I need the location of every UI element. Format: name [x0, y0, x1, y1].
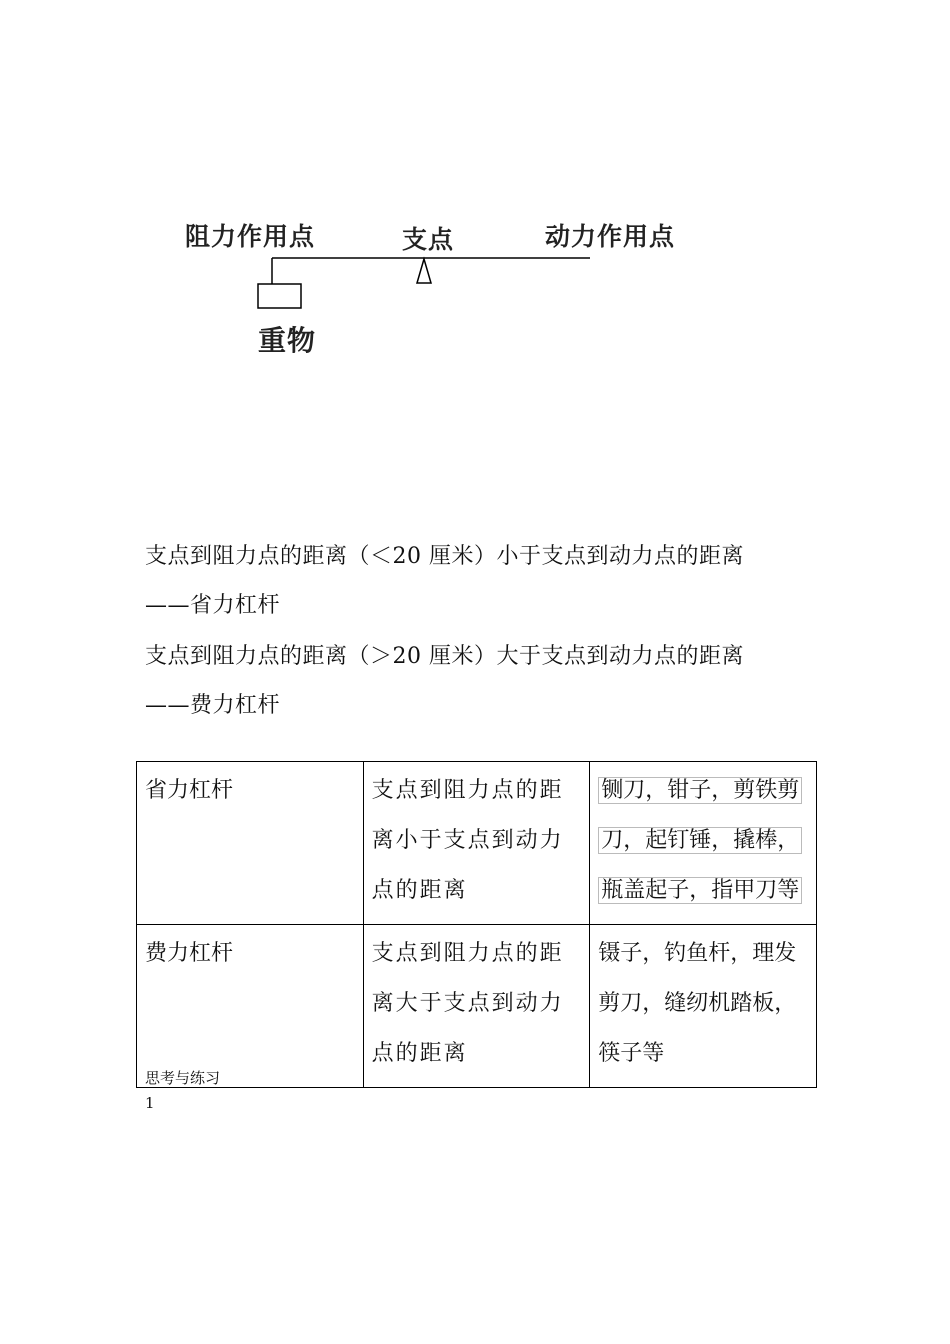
lever-diagram: [0, 0, 950, 380]
example-line: 刀，起钉锤，撬棒，: [598, 827, 802, 854]
description-cell: 支点到阻力点的距离大于支点到动力点的距离: [363, 925, 590, 1088]
lever-type-cell: 省力杠杆: [137, 762, 364, 925]
paragraph-3: 支点到阻力点的距离（＞20 厘米）大于支点到动力点的距离: [145, 644, 744, 669]
example-line: 铡刀，钳子，剪铁剪: [598, 777, 802, 804]
example-line: 筷子等: [598, 1041, 665, 1066]
example-line: 瓶盖起子，指甲刀等: [598, 877, 802, 904]
weight-label: 重物: [258, 324, 317, 357]
example-line: 镊子，钓鱼杆，理发: [598, 941, 797, 966]
resistance-point-label: 阻力作用点: [185, 222, 316, 251]
example-line: 剪刀，缝纫机踏板，: [598, 991, 797, 1016]
paragraph-4: ——费力杠杆: [145, 693, 281, 718]
paragraph-1: 支点到阻力点的距离（＜20 厘米）小于支点到动力点的距离: [145, 544, 744, 569]
paragraph-2: ——省力杠杆: [145, 593, 281, 618]
examples-cell: [590, 925, 817, 1088]
table-row: [137, 762, 817, 925]
lever-table: [136, 761, 817, 1088]
page-number: 1: [145, 1094, 155, 1112]
table-row: [137, 925, 817, 1088]
fulcrum-triangle: [417, 259, 431, 283]
fulcrum-label: 支点: [402, 225, 455, 254]
section-title: 思考与练习: [145, 1069, 221, 1087]
lever-type-cell: 费力杠杆: [137, 925, 364, 1088]
examples-cell: [590, 762, 817, 925]
description-cell: 支点到阻力点的距离小于支点到动力点的距离: [363, 762, 590, 925]
weight-box: [258, 284, 301, 308]
effort-point-label: 动力作用点: [545, 222, 676, 251]
